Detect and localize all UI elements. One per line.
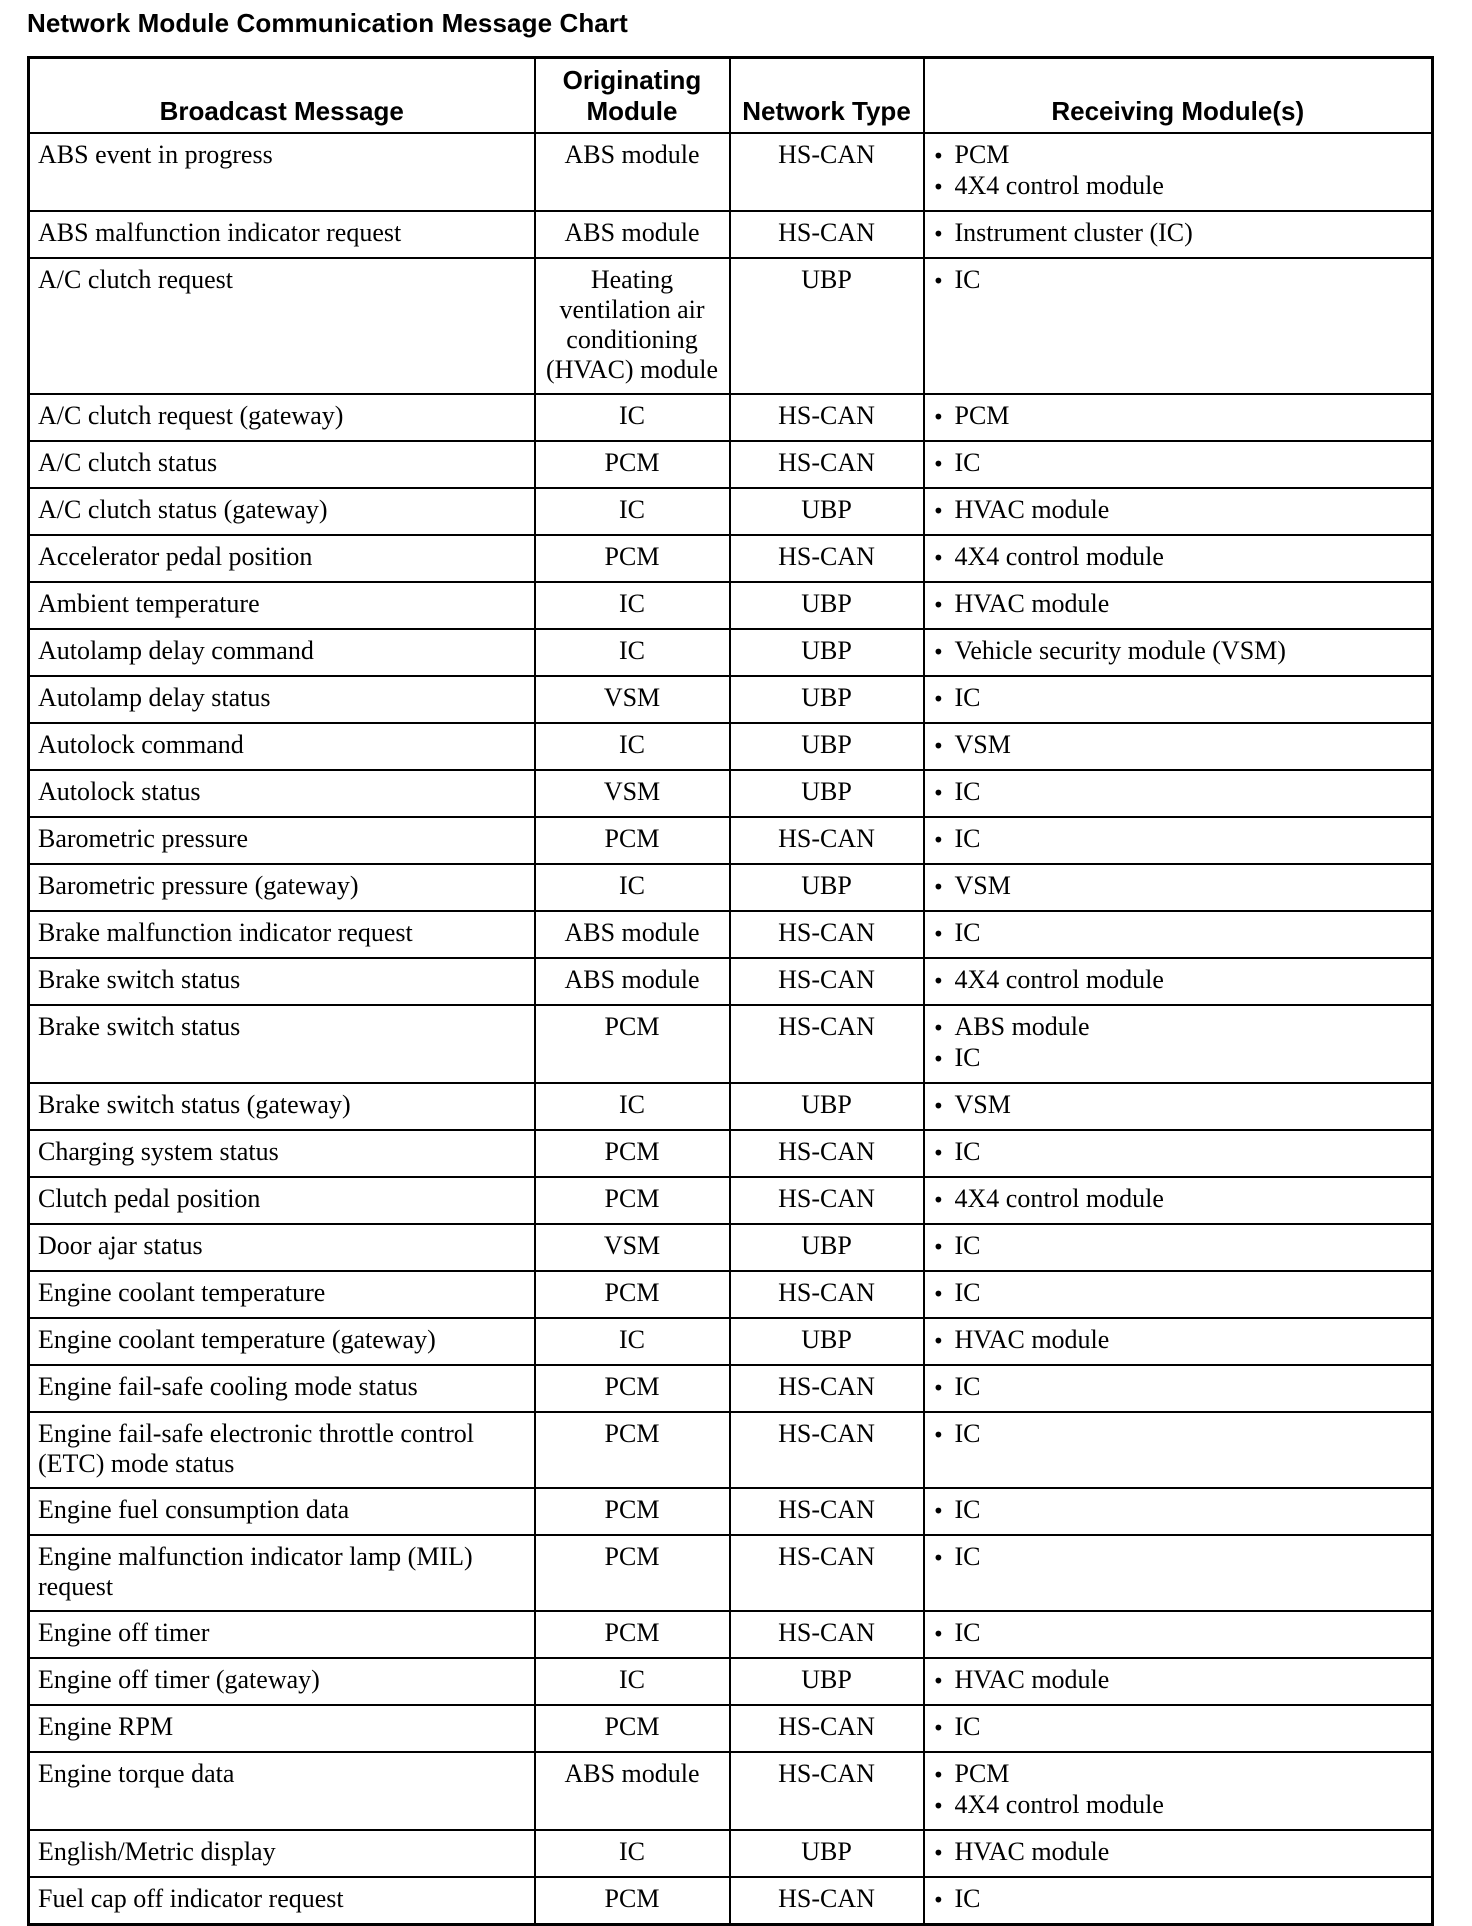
receiving-module-label: Vehicle security module (VSM) [954, 636, 1286, 665]
network-type-cell: HS-CAN [730, 1177, 924, 1224]
receiving-module-list [933, 265, 1424, 296]
receiving-module-list [933, 140, 1424, 202]
broadcast-message-cell: Engine fail-safe cooling mode status [29, 1365, 535, 1412]
receiving-module-item [933, 1419, 1424, 1450]
receiving-module-list [933, 1542, 1424, 1573]
network-type-cell: HS-CAN [730, 133, 924, 211]
originating-module-cell: PCM [535, 1705, 730, 1752]
network-type-cell: UBP [730, 1083, 924, 1130]
receiving-modules-cell [924, 394, 1433, 441]
receiving-module-item [933, 1884, 1424, 1915]
receiving-module-label: IC [954, 824, 981, 853]
receiving-module-list [933, 218, 1424, 249]
receiving-module-label: IC [954, 1542, 981, 1571]
table-row [29, 441, 1433, 488]
receiving-module-item [933, 1090, 1424, 1121]
receiving-module-label: VSM [954, 1090, 1011, 1119]
table-row [29, 958, 1433, 1005]
receiving-module-list [933, 918, 1424, 949]
receiving-modules-cell [924, 1365, 1433, 1412]
receiving-module-label: VSM [954, 730, 1011, 759]
receiving-module-item [933, 824, 1424, 855]
receiving-module-label: IC [954, 918, 981, 947]
receiving-modules-cell [924, 1752, 1433, 1830]
broadcast-message-cell: ABS event in progress [29, 133, 535, 211]
broadcast-message-cell: Engine RPM [29, 1705, 535, 1752]
broadcast-message-cell: English/Metric display [29, 1830, 535, 1877]
receiving-module-label: IC [954, 1884, 981, 1913]
receiving-module-item [933, 1325, 1424, 1356]
receiving-module-item [933, 1495, 1424, 1526]
receiving-module-list [933, 636, 1424, 667]
originating-module-cell: ABS module [535, 911, 730, 958]
receiving-module-item [933, 871, 1424, 902]
network-type-cell: UBP [730, 1224, 924, 1271]
receiving-module-item [933, 1231, 1424, 1262]
receiving-module-label: IC [954, 1618, 981, 1647]
header-receiving-modules: Receiving Module(s) [924, 58, 1433, 134]
message-chart-table [27, 56, 1434, 1926]
originating-module-cell: PCM [535, 1488, 730, 1535]
receiving-module-list [933, 1419, 1424, 1450]
originating-module-cell: PCM [535, 1271, 730, 1318]
receiving-modules-cell [924, 535, 1433, 582]
receiving-module-label: HVAC module [954, 1325, 1110, 1354]
broadcast-message-cell: Brake switch status (gateway) [29, 1083, 535, 1130]
broadcast-message-cell: Brake switch status [29, 958, 535, 1005]
receiving-modules-cell [924, 629, 1433, 676]
receiving-module-list [933, 683, 1424, 714]
broadcast-message-cell: A/C clutch request [29, 258, 535, 394]
receiving-module-label: IC [954, 1137, 981, 1166]
receiving-modules-cell [924, 1271, 1433, 1318]
table-row [29, 1705, 1433, 1752]
table-row [29, 1271, 1433, 1318]
receiving-modules-cell [924, 958, 1433, 1005]
originating-module-cell: VSM [535, 676, 730, 723]
network-type-cell: HS-CAN [730, 1005, 924, 1083]
receiving-module-item [933, 401, 1424, 432]
broadcast-message-cell: Engine malfunction indicator lamp (MIL) request [29, 1535, 535, 1611]
network-type-cell: UBP [730, 864, 924, 911]
receiving-module-item [933, 1012, 1424, 1043]
receiving-module-list [933, 1759, 1424, 1821]
broadcast-message-cell: Brake switch status [29, 1005, 535, 1083]
receiving-module-label: PCM [954, 140, 1010, 169]
network-type-cell: HS-CAN [730, 441, 924, 488]
receiving-module-list [933, 730, 1424, 761]
receiving-module-item [933, 636, 1424, 667]
network-type-cell: HS-CAN [730, 394, 924, 441]
broadcast-message-cell: Fuel cap off indicator request [29, 1877, 535, 1925]
receiving-module-item [933, 965, 1424, 996]
receiving-module-list [933, 871, 1424, 902]
receiving-module-item [933, 171, 1424, 202]
receiving-module-item [933, 1372, 1424, 1403]
receiving-modules-cell [924, 1705, 1433, 1752]
network-type-cell: HS-CAN [730, 1705, 924, 1752]
receiving-module-label: IC [954, 1419, 981, 1448]
broadcast-message-cell: Engine off timer (gateway) [29, 1658, 535, 1705]
broadcast-message-cell: Engine coolant temperature [29, 1271, 535, 1318]
originating-module-cell: IC [535, 629, 730, 676]
originating-module-cell: IC [535, 582, 730, 629]
table-row [29, 770, 1433, 817]
receiving-modules-cell [924, 211, 1433, 258]
originating-module-cell: Heating ventilation air conditioning (HVAC) module [535, 258, 730, 394]
receiving-module-item [933, 1184, 1424, 1215]
receiving-module-label: VSM [954, 871, 1011, 900]
receiving-module-item [933, 730, 1424, 761]
receiving-module-list [933, 777, 1424, 808]
receiving-module-list [933, 495, 1424, 526]
receiving-modules-cell [924, 1224, 1433, 1271]
receiving-module-list [933, 1618, 1424, 1649]
originating-module-cell: IC [535, 1083, 730, 1130]
receiving-module-list [933, 589, 1424, 620]
broadcast-message-cell: Engine off timer [29, 1611, 535, 1658]
originating-module-cell: PCM [535, 1412, 730, 1488]
receiving-module-label: Instrument cluster (IC) [954, 218, 1193, 247]
originating-module-cell: VSM [535, 770, 730, 817]
receiving-modules-cell [924, 911, 1433, 958]
receiving-module-list [933, 1884, 1424, 1915]
receiving-modules-cell [924, 488, 1433, 535]
broadcast-message-cell: Autolock status [29, 770, 535, 817]
originating-module-cell: IC [535, 488, 730, 535]
header-row [29, 58, 1433, 134]
originating-module-cell: PCM [535, 1877, 730, 1925]
originating-module-cell: IC [535, 1318, 730, 1365]
receiving-module-list [933, 1012, 1424, 1074]
receiving-module-list [933, 1231, 1424, 1262]
network-type-cell: HS-CAN [730, 1365, 924, 1412]
table-row [29, 1412, 1433, 1488]
originating-module-cell: IC [535, 864, 730, 911]
receiving-module-item [933, 777, 1424, 808]
network-type-cell: UBP [730, 1658, 924, 1705]
network-type-cell: HS-CAN [730, 1752, 924, 1830]
receiving-module-label: ABS module [954, 1012, 1090, 1041]
table-row [29, 1083, 1433, 1130]
receiving-module-list [933, 1137, 1424, 1168]
receiving-module-list [933, 448, 1424, 479]
receiving-module-item [933, 918, 1424, 949]
originating-module-cell: IC [535, 1658, 730, 1705]
network-type-cell: UBP [730, 488, 924, 535]
network-type-cell: HS-CAN [730, 1488, 924, 1535]
chart-title: Network Module Communication Message Chart [27, 8, 628, 38]
receiving-modules-cell [924, 1611, 1433, 1658]
receiving-module-list [933, 1495, 1424, 1526]
receiving-modules-cell [924, 1083, 1433, 1130]
table-row [29, 211, 1433, 258]
table-row [29, 133, 1433, 211]
receiving-module-label: PCM [954, 1759, 1010, 1788]
receiving-module-item [933, 1278, 1424, 1309]
table-row [29, 1488, 1433, 1535]
receiving-modules-cell [924, 582, 1433, 629]
originating-module-cell: ABS module [535, 133, 730, 211]
network-type-cell: UBP [730, 723, 924, 770]
table-body [29, 133, 1433, 1925]
receiving-module-label: 4X4 control module [954, 1184, 1164, 1213]
header-originating-module: Originating Module [535, 58, 730, 134]
table-row [29, 258, 1433, 394]
receiving-modules-cell [924, 133, 1433, 211]
network-type-cell: HS-CAN [730, 1611, 924, 1658]
receiving-module-label: IC [954, 265, 981, 294]
receiving-module-item [933, 1618, 1424, 1649]
receiving-module-label: IC [954, 448, 981, 477]
table-row [29, 864, 1433, 911]
table-row [29, 394, 1433, 441]
receiving-module-label: HVAC module [954, 589, 1110, 618]
broadcast-message-cell: Engine fail-safe electronic throttle control (ETC) mode status [29, 1412, 535, 1488]
originating-module-cell: PCM [535, 1005, 730, 1083]
network-type-cell: UBP [730, 1830, 924, 1877]
receiving-module-label: PCM [954, 401, 1010, 430]
originating-module-cell: PCM [535, 1130, 730, 1177]
originating-module-cell: PCM [535, 817, 730, 864]
receiving-modules-cell [924, 1488, 1433, 1535]
receiving-modules-cell [924, 1830, 1433, 1877]
receiving-module-list [933, 1278, 1424, 1309]
receiving-module-label: IC [954, 1712, 981, 1741]
receiving-module-list [933, 1837, 1424, 1868]
network-type-cell: HS-CAN [730, 817, 924, 864]
table-row [29, 1830, 1433, 1877]
table-row [29, 676, 1433, 723]
broadcast-message-cell: Door ajar status [29, 1224, 535, 1271]
network-type-cell: HS-CAN [730, 1271, 924, 1318]
originating-module-cell: PCM [535, 1365, 730, 1412]
broadcast-message-cell: Engine coolant temperature (gateway) [29, 1318, 535, 1365]
network-type-cell: UBP [730, 770, 924, 817]
receiving-module-item [933, 1759, 1424, 1790]
table-row [29, 1365, 1433, 1412]
receiving-modules-cell [924, 723, 1433, 770]
table-row [29, 1224, 1433, 1271]
broadcast-message-cell: Autolock command [29, 723, 535, 770]
broadcast-message-cell: Autolamp delay status [29, 676, 535, 723]
receiving-module-item [933, 495, 1424, 526]
table-row [29, 1177, 1433, 1224]
receiving-module-item [933, 218, 1424, 249]
receiving-module-label: 4X4 control module [954, 171, 1164, 200]
broadcast-message-cell: Clutch pedal position [29, 1177, 535, 1224]
receiving-module-label: HVAC module [954, 495, 1110, 524]
network-type-cell: HS-CAN [730, 1877, 924, 1925]
network-type-cell: HS-CAN [730, 211, 924, 258]
broadcast-message-cell: Autolamp delay command [29, 629, 535, 676]
header-network-type: Network Type [730, 58, 924, 134]
originating-module-cell: VSM [535, 1224, 730, 1271]
receiving-module-item [933, 1712, 1424, 1743]
broadcast-message-cell: Engine fuel consumption data [29, 1488, 535, 1535]
table-row [29, 535, 1433, 582]
broadcast-message-cell: Brake malfunction indicator request [29, 911, 535, 958]
receiving-module-item [933, 265, 1424, 296]
broadcast-message-cell: Charging system status [29, 1130, 535, 1177]
receiving-module-item [933, 140, 1424, 171]
receiving-module-item [933, 1542, 1424, 1573]
receiving-module-item [933, 1665, 1424, 1696]
receiving-module-item [933, 1790, 1424, 1821]
broadcast-message-cell: A/C clutch status (gateway) [29, 488, 535, 535]
receiving-module-label: IC [954, 1043, 981, 1072]
originating-module-cell: PCM [535, 441, 730, 488]
receiving-module-label: 4X4 control module [954, 542, 1164, 571]
receiving-module-list [933, 1090, 1424, 1121]
receiving-modules-cell [924, 1658, 1433, 1705]
table-row [29, 488, 1433, 535]
network-type-cell: UBP [730, 676, 924, 723]
table-row [29, 1611, 1433, 1658]
receiving-modules-cell [924, 770, 1433, 817]
receiving-module-item [933, 448, 1424, 479]
broadcast-message-cell: ABS malfunction indicator request [29, 211, 535, 258]
originating-module-cell: PCM [535, 1535, 730, 1611]
receiving-module-item [933, 1837, 1424, 1868]
network-type-cell: HS-CAN [730, 911, 924, 958]
receiving-module-list [933, 1665, 1424, 1696]
receiving-modules-cell [924, 1412, 1433, 1488]
receiving-module-label: IC [954, 683, 981, 712]
network-type-cell: HS-CAN [730, 1535, 924, 1611]
originating-module-cell: PCM [535, 535, 730, 582]
table-row [29, 1318, 1433, 1365]
receiving-modules-cell [924, 817, 1433, 864]
originating-module-cell: PCM [535, 1611, 730, 1658]
receiving-module-label: 4X4 control module [954, 965, 1164, 994]
table-row [29, 1752, 1433, 1830]
receiving-module-item [933, 542, 1424, 573]
receiving-module-label: HVAC module [954, 1837, 1110, 1866]
originating-module-cell: IC [535, 723, 730, 770]
network-type-cell: UBP [730, 258, 924, 394]
table-row [29, 1877, 1433, 1925]
receiving-module-list [933, 542, 1424, 573]
table-row [29, 1658, 1433, 1705]
receiving-module-item [933, 1137, 1424, 1168]
table-row [29, 629, 1433, 676]
network-type-cell: UBP [730, 1318, 924, 1365]
table-row [29, 582, 1433, 629]
broadcast-message-cell: Barometric pressure (gateway) [29, 864, 535, 911]
broadcast-message-cell: A/C clutch status [29, 441, 535, 488]
receiving-module-list [933, 1325, 1424, 1356]
header-broadcast-message: Broadcast Message [29, 58, 535, 134]
table-row [29, 1535, 1433, 1611]
originating-module-cell: ABS module [535, 1752, 730, 1830]
receiving-module-list [933, 824, 1424, 855]
table-row [29, 1130, 1433, 1177]
receiving-modules-cell [924, 1535, 1433, 1611]
broadcast-message-cell: Accelerator pedal position [29, 535, 535, 582]
broadcast-message-cell: Barometric pressure [29, 817, 535, 864]
receiving-modules-cell [924, 441, 1433, 488]
receiving-module-list [933, 965, 1424, 996]
receiving-module-label: IC [954, 777, 981, 806]
receiving-modules-cell [924, 258, 1433, 394]
network-type-cell: HS-CAN [730, 1130, 924, 1177]
originating-module-cell: IC [535, 394, 730, 441]
receiving-modules-cell [924, 1130, 1433, 1177]
receiving-module-list [933, 1184, 1424, 1215]
originating-module-cell: IC [535, 1830, 730, 1877]
receiving-modules-cell [924, 864, 1433, 911]
broadcast-message-cell: Ambient temperature [29, 582, 535, 629]
receiving-module-item [933, 589, 1424, 620]
receiving-module-label: 4X4 control module [954, 1790, 1164, 1819]
receiving-module-item [933, 683, 1424, 714]
network-type-cell: HS-CAN [730, 535, 924, 582]
network-type-cell: HS-CAN [730, 1412, 924, 1488]
network-type-cell: UBP [730, 582, 924, 629]
receiving-modules-cell [924, 1877, 1433, 1925]
table-row [29, 911, 1433, 958]
receiving-module-label: HVAC module [954, 1665, 1110, 1694]
network-type-cell: HS-CAN [730, 958, 924, 1005]
broadcast-message-cell: A/C clutch request (gateway) [29, 394, 535, 441]
receiving-module-list [933, 1712, 1424, 1743]
receiving-module-item [933, 1043, 1424, 1074]
receiving-modules-cell [924, 1177, 1433, 1224]
originating-module-cell: ABS module [535, 211, 730, 258]
receiving-module-label: IC [954, 1278, 981, 1307]
receiving-module-label: IC [954, 1495, 981, 1524]
table-row [29, 817, 1433, 864]
network-type-cell: UBP [730, 629, 924, 676]
broadcast-message-cell: Engine torque data [29, 1752, 535, 1830]
table-row [29, 1005, 1433, 1083]
receiving-modules-cell [924, 1318, 1433, 1365]
receiving-module-list [933, 1372, 1424, 1403]
receiving-module-label: IC [954, 1372, 981, 1401]
receiving-modules-cell [924, 676, 1433, 723]
originating-module-cell: ABS module [535, 958, 730, 1005]
table-row [29, 723, 1433, 770]
receiving-modules-cell [924, 1005, 1433, 1083]
receiving-module-list [933, 401, 1424, 432]
receiving-module-label: IC [954, 1231, 981, 1260]
originating-module-cell: PCM [535, 1177, 730, 1224]
